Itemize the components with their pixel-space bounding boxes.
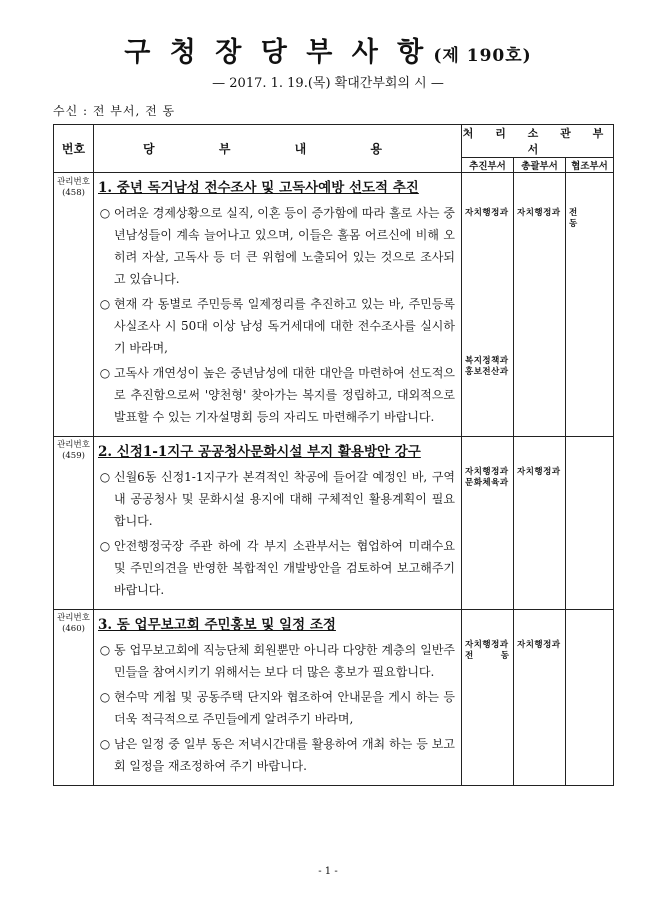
dept-name: 전 동 xyxy=(569,208,614,229)
item-text: 동 업무보고회에 직능단체 회원뿐만 아니라 다양한 계층의 일반주민들을 참여시키기 위해서는 보다 더 많은 홍보가 필요합니다. xyxy=(114,643,455,679)
list-item xyxy=(94,535,461,601)
circle-bullet: ○ xyxy=(99,470,111,484)
dept-name: 전 동 xyxy=(465,651,510,661)
circle-bullet: ○ xyxy=(99,539,111,553)
dept-name: 자치행정과 xyxy=(465,640,509,650)
directive-table xyxy=(53,124,614,786)
directive-content xyxy=(94,173,462,437)
coop-dept-cell xyxy=(566,173,614,437)
circle-bullet: ○ xyxy=(99,297,111,311)
header-oversight-dept: 총괄부서 xyxy=(514,158,566,173)
list-item xyxy=(94,733,461,777)
management-number xyxy=(54,437,94,610)
header-lead-dept: 추진부서 xyxy=(462,158,514,173)
mgmt-label: 관리번호 xyxy=(57,440,90,450)
directive-content xyxy=(94,437,462,610)
mgmt-label: 관리번호 xyxy=(57,177,90,187)
list-item xyxy=(94,202,461,290)
management-number xyxy=(54,610,94,786)
dept-name: 홍보전산과 xyxy=(465,367,509,377)
oversight-dept-cell xyxy=(514,437,566,610)
table-row xyxy=(54,610,614,786)
management-number xyxy=(54,173,94,437)
item-text: 안전행정국장 주관 하에 각 부지 소관부서는 협업하여 미래수요 및 주민의견을 반영한 복합적인 개발방안을 검토하여 보고해주기 바랍니다. xyxy=(114,539,455,597)
circle-bullet: ○ xyxy=(99,366,111,380)
list-item xyxy=(94,686,461,730)
directive-heading: 1. 중년 독거남성 전수조사 및 고독사예방 선도적 추진 xyxy=(98,180,419,196)
item-text: 현수막 게첩 및 공동주택 단지와 협조하여 안내문을 게시 하는 등 더욱 적극적으로 주민들에게 알려주기 바라며, xyxy=(114,690,455,726)
directive-heading: 3. 동 업무보고회 주민홍보 및 일정 조정 xyxy=(98,617,336,633)
item-text: 남은 일정 중 일부 동은 저녁시간대를 활용하여 개최 하는 등 보고회 일정을 재조정하여 주기 바랍니다. xyxy=(114,737,455,773)
item-text: 현재 각 동별로 주민등록 일제정리를 추진하고 있는 바, 주민등록 사실조사 시 50대 이상 남성 독거세대에 대한 전수조사를 실시하기 바라며, xyxy=(114,297,455,355)
circle-bullet: ○ xyxy=(99,206,111,220)
coop-dept-cell xyxy=(566,437,614,610)
table-row xyxy=(54,173,614,437)
header-dept-group: 처 리 소 관 부 서 xyxy=(462,125,614,158)
list-item xyxy=(94,639,461,683)
mgmt-no: (460) xyxy=(62,624,85,634)
oversight-dept-cell xyxy=(514,610,566,786)
header-content: 당 부 내 용 xyxy=(94,125,462,173)
dept-name: 문화체육과 xyxy=(465,478,509,488)
directive-content xyxy=(94,610,462,786)
mgmt-label: 관리번호 xyxy=(57,613,90,623)
lead-dept-cell xyxy=(462,610,514,786)
recipients: 수신 : 전 부서, 전 동 xyxy=(53,104,176,118)
mgmt-no: (459) xyxy=(62,451,85,461)
item-text: 고독사 개연성이 높은 중년남성에 대한 대안을 마련하여 선도적으로 추진함으로써 '양천형' 찾아가는 복지를 정립하고, 대외적으로 발표할 수 있는 기자설명회 등의 자리도 마련해주기 바랍니다. xyxy=(114,366,455,424)
dept-name: 자치행정과 xyxy=(517,208,561,218)
list-item xyxy=(94,293,461,359)
lead-dept-cell xyxy=(462,437,514,610)
coop-dept-cell xyxy=(566,610,614,786)
page-number: - 1 - xyxy=(318,866,338,877)
list-item xyxy=(94,466,461,532)
issue-number: (제 190호) xyxy=(433,46,532,66)
header-coop-dept: 협조부서 xyxy=(566,158,614,173)
title-text: 구 청 장 당 부 사 항 xyxy=(124,37,429,68)
lead-dept-cell xyxy=(462,173,514,437)
circle-bullet: ○ xyxy=(99,690,111,704)
dept-name: 자치행정과 xyxy=(465,467,509,477)
dept-name: 자치행정과 xyxy=(517,640,561,650)
dept-name: 자치행정과 xyxy=(517,467,561,477)
directive-heading: 2. 신정1-1지구 공공청사문화시설 부지 활용방안 강구 xyxy=(98,444,421,460)
dept-name: 자치행정과 xyxy=(465,208,509,218)
item-text: 어려운 경제상황으로 실직, 이혼 등이 증가함에 따라 홀로 사는 중년남성들이 계속 늘어나고 있으며, 이들은 홀몸 어르신에 비해 오히려 자살, 고독사 등 더 큰 위험에 노출되어 있는 것으로 조사되고 있습니다. xyxy=(114,206,455,286)
item-text: 신월6동 신정1-1지구가 본격적인 착공에 들어갈 예정인 바, 구역 내 공공청사 및 문화시설 용지에 대해 구체적인 활용계획이 필요합니다. xyxy=(114,470,455,528)
document-title xyxy=(0,30,656,69)
header-number: 번호 xyxy=(54,125,94,173)
circle-bullet: ○ xyxy=(99,643,111,657)
list-item xyxy=(94,362,461,428)
dept-name: 복지정책과 xyxy=(465,356,509,366)
table-row xyxy=(54,437,614,610)
circle-bullet: ○ xyxy=(99,737,111,751)
meeting-subtitle: — 2017. 1. 19.(목) 확대간부회의 시 — xyxy=(212,76,444,91)
oversight-dept-cell xyxy=(514,173,566,437)
mgmt-no: (458) xyxy=(62,188,85,198)
